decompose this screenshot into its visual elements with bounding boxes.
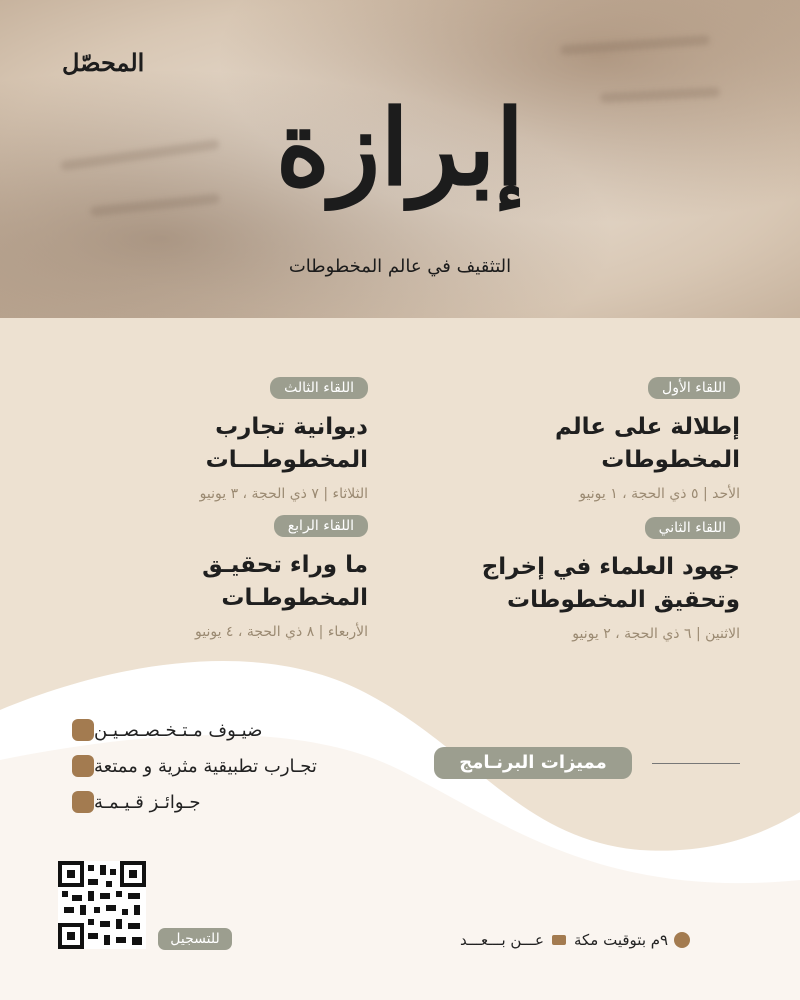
feature-text: ضيـوف مـتـخـصـصـيـن bbox=[94, 719, 263, 741]
session-date: الاثنين | ٦ ذي الحجة ، ٢ يونيو bbox=[572, 625, 740, 642]
hero-subtitle: التثقيف في عالم المخطوطات bbox=[288, 256, 512, 277]
feature-text: جـوائـز قـيـمـة bbox=[94, 791, 201, 813]
program-features-label: مميزات البرنـامج bbox=[434, 747, 632, 779]
brand-logo: المحصّل bbox=[62, 48, 145, 77]
register-label[interactable]: للتسجيل bbox=[158, 928, 232, 950]
session-date: الثلاثاء | ٧ ذي الحجة ، ٣ يونيو bbox=[199, 485, 368, 502]
program-features bbox=[60, 712, 390, 820]
feature-item bbox=[60, 748, 390, 784]
session-title: ديوانية تجارب المخطوطـــات bbox=[205, 414, 368, 474]
qr-code[interactable] bbox=[58, 861, 146, 949]
alarm-clock-icon bbox=[674, 932, 690, 948]
session-title: إطلالة على عالم المخطوطات bbox=[555, 414, 740, 474]
person-icon bbox=[72, 719, 94, 741]
event-mode: عـــن بـــعـــد bbox=[460, 931, 544, 949]
feature-text: تجـارب تطبيقية مثرية و ممتعة bbox=[94, 755, 317, 777]
hero-title: إبرازة bbox=[275, 86, 525, 209]
session-title: جهود العلماء في إخراج وتحقيق المخطوطات bbox=[481, 554, 740, 614]
divider-line bbox=[652, 763, 740, 764]
video-camera-icon bbox=[552, 935, 566, 945]
session-badge: اللقاء الأول bbox=[648, 377, 740, 399]
document-icon bbox=[72, 755, 94, 777]
session-title: ما وراء تحقيـق المخطوطـات bbox=[202, 552, 368, 612]
session-date: الأربعاء | ٨ ذي الحجة ، ٤ يونيو bbox=[194, 623, 368, 640]
feature-item bbox=[60, 784, 390, 820]
session-date: الأحد | ٥ ذي الحجة ، ١ يونيو bbox=[579, 485, 740, 502]
session-badge: اللقاء الرابع bbox=[274, 515, 368, 537]
event-details bbox=[460, 928, 690, 952]
session-badge: اللقاء الثاني bbox=[645, 517, 740, 539]
event-time: ٩م بتوقيت مكة bbox=[573, 931, 669, 949]
session-badge: اللقاء الثالث bbox=[270, 377, 368, 399]
feature-item bbox=[60, 712, 390, 748]
gift-icon bbox=[72, 791, 94, 813]
